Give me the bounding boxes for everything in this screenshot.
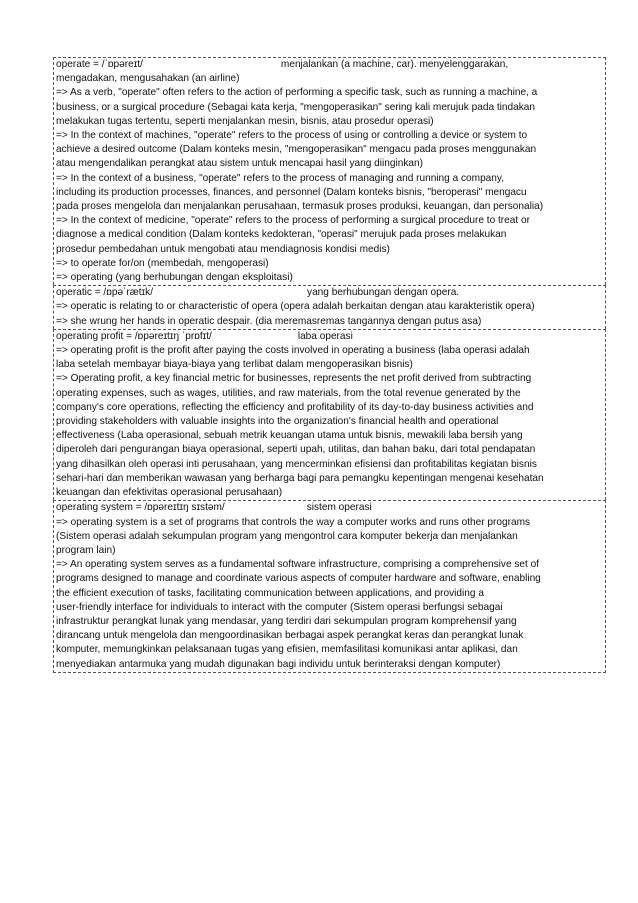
- definition-line: infrastruktur perangkat lunak yang mendasar, yang terdiri dari sekumpulan program komprehensif yang: [56, 615, 517, 627]
- entry-headline: [56, 330, 603, 344]
- definition-line: program lain): [56, 544, 116, 556]
- entry-operate: [53, 57, 606, 285]
- definition-line: providing stakeholders with valuable insights into the organization's financial health and operational: [56, 416, 499, 428]
- entry-term: operatic = /ɒpəˈrætɪk/: [56, 287, 154, 299]
- entry-body: [56, 300, 603, 328]
- definition-line: => operating profit is the profit after paying the costs involved in operating a business (laba operasi adalah: [56, 345, 530, 357]
- definition-line: company's core operations, reflecting the efficiency and profitability of its day-to-day business activities and: [56, 401, 534, 413]
- entry-headline: [56, 58, 603, 72]
- definition-line: => An operating system serves as a fundamental software infrastructure, comprising a comprehensive set of: [56, 559, 540, 571]
- definition-line: (Sistem operasi adalah sekumpulan program yang mengontrol cara komputer bekerja dan menjalankan: [56, 530, 518, 542]
- definition-line: pada proses mengelola dan menjalankan perusahaan, termasuk proses produksi, keuangan, dan personalia): [56, 201, 544, 213]
- definition-line: => In the context of medicine, "operate" refers to the process of performing a surgical procedure to treat or: [56, 215, 530, 227]
- entry-headline: [56, 501, 603, 515]
- definition-line: => operatic is relating to or characteristic of opera (opera adalah berkaitan dengan atau karakteristik opera): [56, 301, 535, 313]
- entry-gloss: menjalankan (a machine, car). menyelenggarakan,: [280, 59, 509, 70]
- definition-line: dirancang untuk mengelola dan mengoordinasikan berbagai aspek perangkat keras dan perangkat lunak: [56, 630, 524, 642]
- definition-line: atau mengendalikan perangkat atau sistem untuk mencapai hasil yang diinginkan): [56, 158, 423, 170]
- entry-term: operating profit = /ɒpəreɪtɪŋ ˈprɒfɪt/: [56, 330, 212, 342]
- definition-line: => operating system is a set of programs that controls the way a computer works and runs other programs: [56, 516, 531, 528]
- definition-line: => As a verb, "operate" often refers to the action of performing a specific task, such as running a machine, a: [56, 87, 538, 99]
- definition-line: yang dihasilkan oleh operasi inti perusahaan, yang mencerminkan efisiensi dan profitabilitas kegiatan bisnis: [56, 458, 537, 470]
- definition-line: prosedur pembedahan untuk mengobati atau mendiagnosis kondisi medis): [56, 243, 390, 255]
- definition-line: business, or a surgical procedure (Sebagai kata kerja, "mengoperasikan" sering kali merujuk pada tindakan: [56, 101, 536, 113]
- definition-line: diperoleh dari pengurangan biaya operasional, seperti upah, utilitas, dan bahan baku, dari total pendapatan: [56, 444, 536, 456]
- entry-gloss: sistem operasi: [306, 502, 372, 514]
- entry-gloss: yang berhubungan dengan opera.: [307, 287, 460, 299]
- definition-line: diagnose a medical condition (Dalam konteks kedokteran, "operasi" merujuk pada proses melakukan: [56, 229, 507, 241]
- entry-operatic: [53, 285, 606, 329]
- definition-line: melakukan tugas tertentu, seperti menjalankan mesin, bisnis, atau prosedur operasi): [56, 115, 434, 127]
- definition-line: achieve a desired outcome (Dalam konteks mesin, "mengoperasikan" mengacu pada proses menggunakan: [56, 144, 537, 156]
- dictionary-page: [53, 57, 606, 673]
- entry-body: [56, 516, 603, 672]
- entry-body: [56, 344, 603, 500]
- definition-line: effectiveness (Laba operasional, sebuah metrik keuangan utama untuk bisnis, mewakili laba bersih yang: [56, 430, 523, 442]
- definition-line: => operating (yang berhubungan dengan eksploitasi): [56, 272, 293, 284]
- definition-line: keuangan dan efektivitas operasional perusahaan): [56, 487, 283, 499]
- definition-line: laba setelah membayar biaya-biaya yang terlibat dalam mengoperasikan bisnis): [56, 359, 413, 371]
- entry-operating-profit: [53, 329, 606, 500]
- definition-line: menyediakan antarmuka yang mudah digunakan bagi individu untuk berinteraksi dengan komputer): [56, 658, 501, 670]
- entry-gloss: laba operasi: [297, 330, 353, 342]
- definition-line: komputer, memungkinkan pelaksanaan tugas yang efisien, memfasilitasi komunikasi antar aplikasi, dan: [56, 644, 518, 656]
- definition-line: => to operate for/on (membedah, mengoperasi): [56, 257, 269, 269]
- definition-line: => she wrung her hands in operatic despair. (dia meremasremas tangannya dengan putus asa): [56, 315, 482, 327]
- definition-line: programs designed to manage and coordinate various aspects of computer hardware and software, enabling: [56, 573, 541, 585]
- definition-line: => Operating profit, a key financial metric for businesses, represents the net profit derived from subtracting: [56, 373, 532, 385]
- definition-line: mengadakan, mengusahakan (an airline): [56, 73, 240, 85]
- definition-line: => In the context of a business, "operate" refers to the process of managing and running a company,: [56, 172, 505, 184]
- definition-line: user-friendly interface for individuals to interact with the computer (Sistem operasi berfungsi sebagai: [56, 601, 503, 613]
- entry-operating-system: [53, 500, 606, 672]
- entry-term: operating system = /ɒpəreɪtɪŋ sɪstəm/: [56, 502, 225, 514]
- entry-headline: [56, 286, 603, 300]
- definition-line: the efficient execution of tasks, facilitating communication between applications, and providing a: [56, 587, 484, 599]
- definition-line: sehari-hari dan memberikan wawasan yang berharga bagi para pemangku kepentingan mengenai kesehatan: [56, 472, 544, 484]
- definition-line: operating expenses, such as wages, utilities, and raw materials, from the total revenue generated by the: [56, 387, 521, 399]
- entry-term: operate = /ˈɒpəreɪt/: [56, 59, 143, 70]
- definition-line: including its production processes, finances, and personnel (Dalam konteks bisnis, "beroperasi" mengacu: [56, 186, 527, 198]
- definition-line: => In the context of machines, "operate" refers to the process of using or controlling a device or system to: [56, 130, 528, 142]
- entry-body: [56, 72, 603, 285]
